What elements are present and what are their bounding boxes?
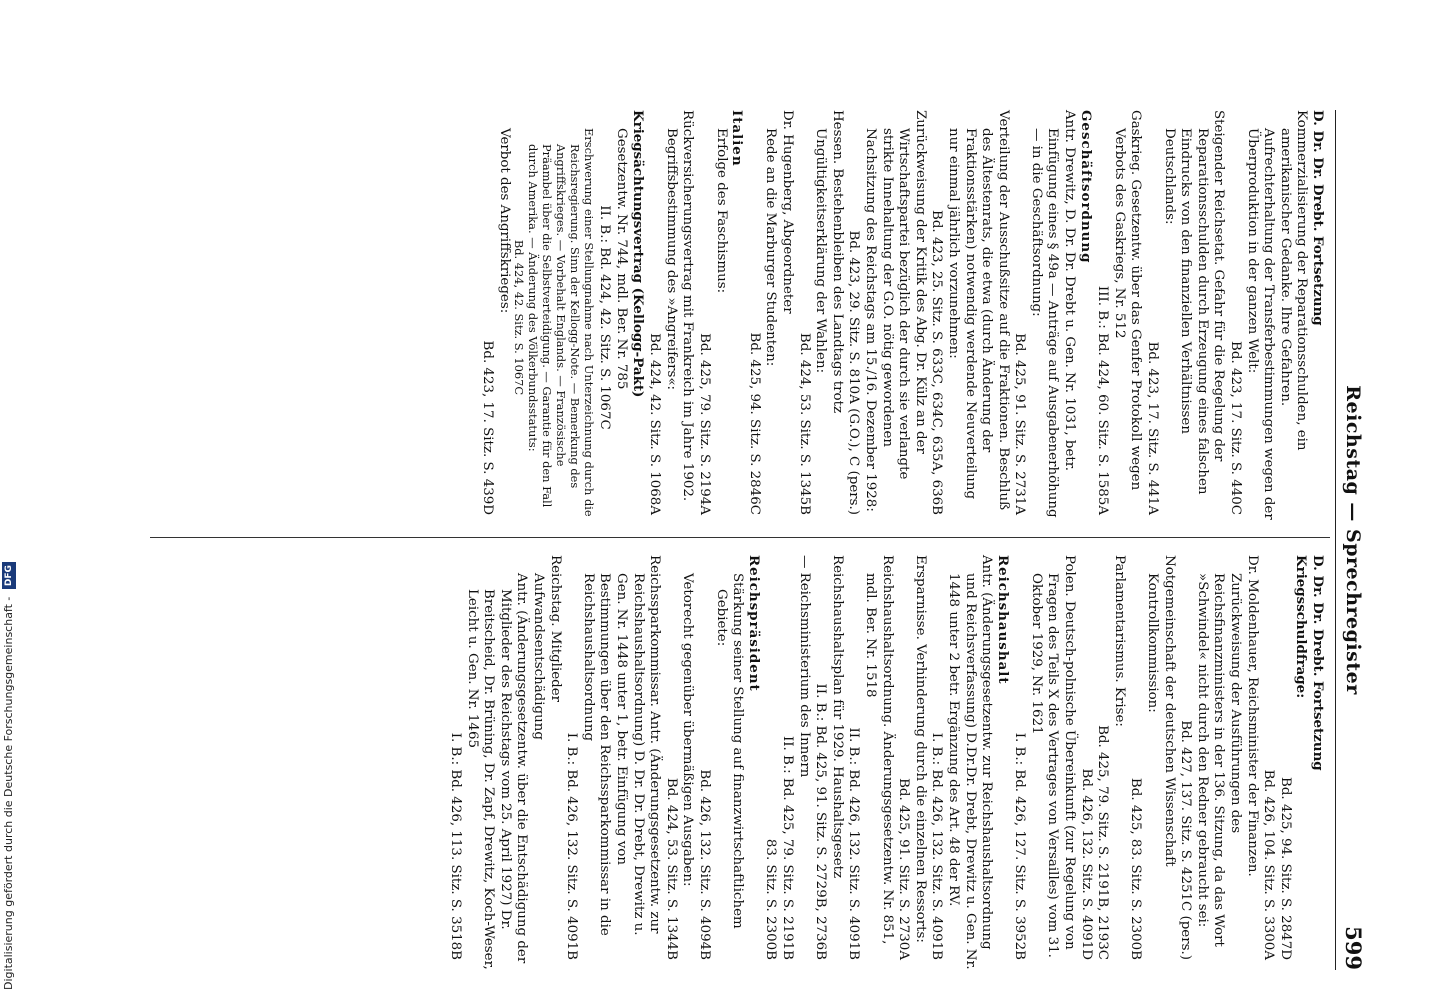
index-entry: Ersparnisse. Verhinderung durch die einzelnen Ressorts: [912,555,928,943]
index-heading: Kriegsächtungsvertrag (Kellogg-Pakt) [629,110,646,398]
index-entry: Gaskrieg. Gesetzentw. über das Genfer Protokoll wegen Verbots des Gaskriegs, Nr. 512 [1111,110,1144,491]
index-entry: Aufwandsentschädigung [531,573,547,740]
index-reference: Bd. 423, 17. Sitz. S. 439D [480,340,496,515]
index-entry: Reichshaushaltsordnung. Änderungsgesetzentw. Nr. 851, mdl. Ber. Nr. 1518 [862,555,895,945]
index-entry: Reichssparkommissar. Antr. (Änderungsgesetzentw. zur Reichshaushaltsordnung) D. Dr. Dr. Drebt, Drewitz u. Gen. Nr. 1448 unter 1, betr. Einfügung von Bestimmungen über den Reichssparkommissar in die Reichshaushaltsordnung [580,555,663,936]
index-reference: I. B.: Bd. 426, 132. Sitz. S. 4091B [929,732,945,960]
index-reference: Bd. 425, 94. Sitz. S. 2847D [1277,777,1293,960]
page-title: Reichstag — Sprechregister [1342,385,1364,695]
index-entry: Parlamentarismus. Krise: [1111,555,1127,727]
index-entry: — Reichsministerium des Innern [796,555,812,778]
rotated-page [130,100,1370,980]
index-reference: Bd. 424, 53. Sitz. S. 1344B [663,777,679,960]
index-entry: Stärkung seiner Stellung auf finanzwirtschaftlichem Gebiete: [713,573,746,929]
index-entry: Dr. Hugenberg, Abgeordneter [780,110,795,314]
index-reference: Bd. 424, 42. Sitz. S. 1068A [647,333,663,515]
index-entry: Gesetzentw. Nr. 744, mdl. Ber. Nr. 785 [614,128,630,390]
index-entry: Notgemeinschaft der deutschen Wissenschaft [1161,555,1177,867]
index-entry: Vetorecht gegenüber übermäßigen Ausgaben: [680,573,696,887]
index-reference: III. B.: Bd. 424, 60. Sitz. S. 1585A [1095,285,1111,515]
index-reference: II. B.: Bd. 425, 91. Sitz. S. 2729B, 2736B [813,683,829,960]
index-entry: Erfolge des Faschismus: [713,128,729,294]
index-entry: Zurückweisung der Kritik des Abg. Dr. Külz an der Wirtschaftspartei bezüglich der durch sie verlangte strikte Innehaltung der G.O. nötig gewordenen Nachsitzung des Reichstags am 15./16. Dezember 1928: [862,110,928,512]
index-heading: Reichspräsident [745,555,762,692]
index-entry: Antr. Drewitz, D. Dr. Dr. Drebt u. Gen. Nr. 1031, betr. Einfügung eines § 49a — Anträge auf Ausgabenerhöhung — in die Geschäftsordnung: [1028,110,1078,518]
index-entry: Antr. (Änderungsgesetzentw. über die Entschädigung der Mitglieder des Reichstags vom 25. April 1927) Dr. Breitscheid, Dr. Brüning, Dr. Zapf, Drewitz, Koch-Weser, Leicht u. Gen. Nr. 1465 [464,573,530,970]
index-reference: Bd. 427, 137. Sitz. S. 4251C (pers.) [1178,720,1194,960]
index-reference: Bd. 425, 83. Sitz. S. 2300B [1128,777,1144,960]
index-entry: Verbot des Angriffskrieges: [496,128,512,314]
index-heading: D. Dr. Dr. Drebt. Fortsetzung [1310,110,1326,326]
index-heading: Kriegsschuldfrage: [1293,555,1310,699]
index-entry: Kontrollkommission: [1145,573,1161,713]
index-reference: Bd. 426, 132. Sitz. S. 4091D [1078,768,1094,960]
index-reference: Bd. 424, 53. Sitz. S. 1345B [796,332,812,515]
footer-credit [2,180,16,990]
index-reference: Bd. 425, 79. Sitz. S. 2191B, 2193C [1095,725,1111,960]
index-reference: II. B.: Bd. 426, 132. Sitz. S. 4091B [846,727,862,960]
index-reference: Bd. 425, 79. Sitz. S. 2194A [697,333,713,515]
page-number: 599 [1341,926,1366,970]
index-entry: Dr. Moldenhauer, Reichsminister der Finanzen. Zurückweisung der Ausführungen des Reichsfinanzministers in der 136. Sitzung, da das Wort »Schwindel« nicht durch den Redner gebraucht sei: [1194,555,1260,947]
index-reference: Bd. 424, 42. Sitz. S. 1067C [511,239,526,396]
index-reference: Bd. 425, 94. Sitz. S. 2846C [746,332,762,515]
page-header [1335,110,1370,970]
index-entry: Rede an die Marburger Studenten: [763,128,779,367]
index-entry: Rückversicherungsvertrag mit Frankreich im Jahre 1902. Begriffsbestimmung des »Angreifers«: [663,110,696,502]
index-reference: II. B.: Bd. 424, 42. Sitz. S. 1067C [597,205,613,430]
index-entry: Kommerzialisierung der Reparationsschulden, ein amerikanischer Gedanke. Ihre Gefahren. Aufrechterhaltung der Transferbestimmungen wegen der Überproduktion in der ganzen Welt: [1244,110,1310,520]
index-reference: Bd. 423, 17. Sitz. S. 440C [1228,341,1244,515]
index-entry: Steigender Reichsetat. Gefahr für die Regelung der Reparationsschulden durch Erzeugung eines falschen Eindrucks von den finanziellen Verhältnissen Deutschlands: [1161,110,1227,495]
index-entry: Reichstag. Mitglieder [547,555,563,703]
index-reference: Bd. 425, 91. Sitz. S. 2730A [896,778,912,960]
index-heading: D. Dr. Dr. Drebt. Fortsetzung [1310,555,1326,771]
index-entry: Polen. Deutsch-polnische Übereinkunft (zur Regelung von Fragen des Teils X des Vertrages von Versailles) vom 31. Oktober 1929, Nr. 1621 [1028,555,1078,958]
left-column [479,110,1326,525]
index-reference: I. B.: Bd. 426, 113. Sitz. S. 3518B [448,732,464,960]
index-heading: Geschäftsordnung [1077,110,1094,264]
index-reference: Bd. 423, 17. Sitz. S. 441A [1145,341,1161,515]
index-heading: Italien [729,110,746,167]
footer-text: Digitalisierung gefördert durch die Deutsche Forschungsgemeinschaft - [2,596,15,990]
index-reference: Bd. 423, 29. Sitz. S. 810A (G.O.), C (pers.) [846,230,862,515]
index-reference: Bd. 423, 25. Sitz. S. 633C, 634C, 635A, 636B [929,210,945,515]
index-reference: I. B.: Bd. 426, 127. Sitz. S. 3952B [1012,732,1028,960]
dfg-logo: DFG [2,562,16,589]
right-column [447,555,1326,970]
index-entry: Antr. (Änderungsgesetzentw. zur Reichshaushaltsordnung und Reichsverfassung) D.Dr.Dr. Drebt, Drewitz u. Gen. Nr. 1448 unter 2 betr. Ergänzung des Art. 48 der RV. [945,555,995,970]
index-reference: I. B.: Bd. 426, 132. Sitz. S. 4091B [564,732,580,960]
index-reference: 83. Sitz. S. 2300B [763,838,779,960]
index-reference: II. B.: Bd. 425, 79. Sitz. S. 2191B [780,735,795,960]
index-reference: Bd. 426, 132. Sitz. S. 4094B [697,769,713,960]
index-entry: Reichshaushaltsplan für 1929. Haushaltsgesetz [829,555,845,879]
index-entry: Hessen. Bestehenbleiben des Landtags trotz Ungültigkeitserklärung der Wahlen: [813,110,845,414]
column-divider [150,537,1330,538]
index-entry: Erschwerung einer Stellungnahme nach Unterzeichnung durch die Reichsregierung. Sinn der Kellogg-Note. — Bemerkung des Angriffskrieges. — Vorbehalt Englands. — Französische Präambel über die Selbstverteidigung. — Garantie für den Fall durch Amerika. — Änderung des Völkerbundsstatuts: [525,128,596,517]
index-heading: Reichshaushalt [994,555,1011,685]
index-entry: Verteilung der Ausschußsitze auf die Fraktionen. Beschluß des Ältestenrats, die etwa (durch Änderung der Fraktionsstärken) notwendig werdende Neuverteilung nur einmal jährlich vorzunehmen: [945,110,1011,511]
index-reference: Bd. 426, 104. Sitz. S. 3300A [1261,769,1277,960]
index-reference: Bd. 425, 91. Sitz. S. 2731A [1012,333,1028,515]
